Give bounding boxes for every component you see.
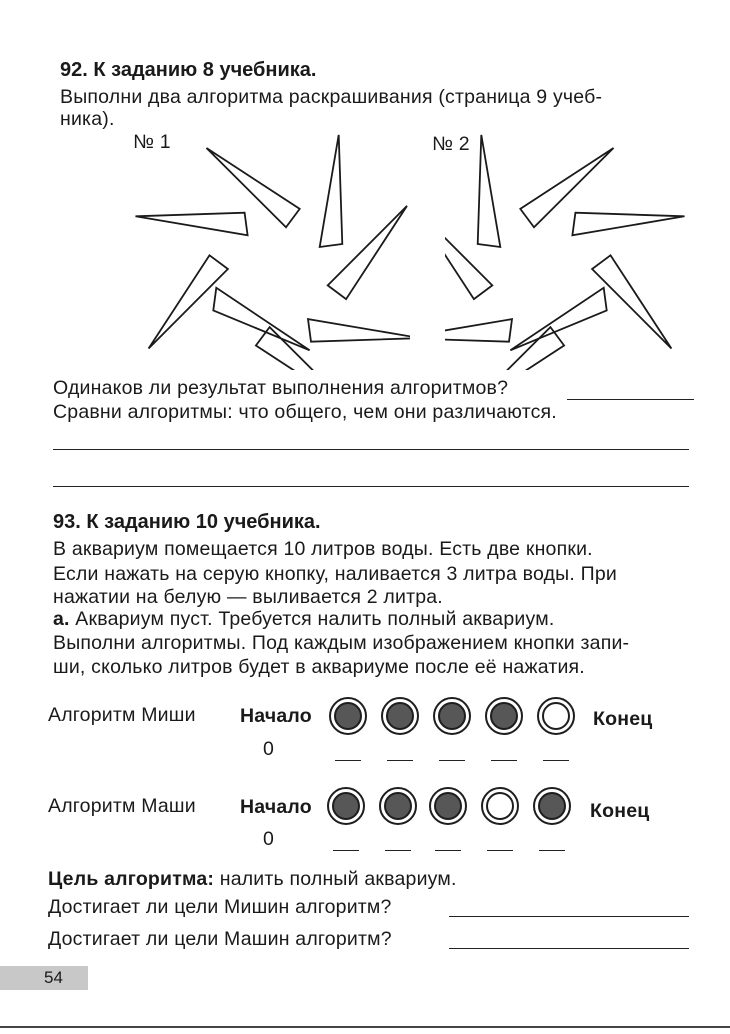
pinwheel-figure-1 [130, 115, 410, 370]
algorithm-masha-label: Алгоритм Маши [48, 795, 196, 817]
misha-answer-2[interactable] [387, 760, 413, 761]
answer-line-masha[interactable] [449, 948, 689, 949]
task93-heading [53, 510, 321, 535]
task92-question2: Сравни алгоритмы: что общего, чем они различаются. [53, 401, 557, 423]
pinwheel-2-triangle-1 [510, 288, 606, 351]
pinwheel-2-triangle-4 [520, 148, 613, 227]
pinwheel-2-triangles [445, 135, 685, 370]
part-a-label: а. [53, 608, 70, 630]
answer-line-same-result[interactable] [567, 399, 694, 400]
misha-answer-1[interactable] [335, 760, 361, 761]
pinwheel-1-triangle-3 [136, 213, 248, 236]
misha-answer-5[interactable] [543, 760, 569, 761]
task93-text-line2: Если нажать на серую кнопку, наливается 3 литра воды. При [53, 563, 617, 585]
task93-title: К заданию 10 учебника. [86, 511, 321, 533]
masha-button-4[interactable] [481, 787, 519, 825]
part-a-text: Аквариум пуст. Требуется налить полный аквариум. [75, 608, 555, 630]
figure2-label: № 2 [432, 133, 470, 155]
misha-answer-4[interactable] [491, 760, 517, 761]
task92-title: К заданию 8 учебника. [93, 59, 317, 81]
pinwheel-1-triangle-1 [213, 288, 309, 351]
task92-text-line2: ника). [60, 108, 115, 130]
question-masha: Достигает ли цели Машин алгоритм? [48, 928, 392, 950]
algorithm-misha-end: Конец [593, 708, 653, 730]
misha-button-3[interactable] [433, 697, 471, 735]
task92-question1: Одинаков ли результат выполнения алгоритмов? [53, 377, 509, 399]
masha-answer-3[interactable] [435, 850, 461, 851]
goal-statement [48, 867, 457, 892]
misha-answer-3[interactable] [439, 760, 465, 761]
masha-button-1[interactable] [327, 787, 365, 825]
masha-answer-5[interactable] [539, 850, 565, 851]
pinwheel-1-triangle-2 [149, 255, 228, 348]
task93-instruction-line2: ши, сколько литров будет в аквариуме после её нажатия. [53, 656, 585, 678]
pinwheel-1-triangle-7 [308, 319, 410, 342]
task92-heading [60, 58, 316, 83]
algorithm-misha-label: Алгоритм Миши [48, 704, 196, 726]
answer-line-misha[interactable] [449, 916, 689, 917]
goal-label: Цель алгоритма: [48, 868, 215, 890]
task93-text-line1: В аквариум помещается 10 литров воды. Есть две кнопки. [53, 538, 593, 560]
masha-answer-2[interactable] [385, 850, 411, 851]
masha-button-3[interactable] [429, 787, 467, 825]
masha-button-2[interactable] [379, 787, 417, 825]
pinwheel-2-triangle-7 [445, 319, 512, 342]
pinwheel-figure-2 [445, 115, 725, 370]
pinwheel-2-triangle-3 [572, 213, 684, 236]
answer-line-compare-2[interactable] [53, 486, 689, 487]
pinwheel-1-triangle-5 [320, 135, 343, 247]
misha-button-2[interactable] [381, 697, 419, 735]
question-misha: Достигает ли цели Мишин алгоритм? [48, 896, 392, 918]
figure1-label: № 1 [133, 131, 171, 153]
pinwheel-2-triangle-5 [478, 135, 501, 247]
misha-button-4[interactable] [485, 697, 523, 735]
task93-number: 93. [53, 511, 81, 533]
pinwheel-2-triangle-2 [592, 255, 671, 348]
pinwheel-2-triangle-6 [445, 206, 492, 299]
task92-number: 92. [60, 59, 88, 81]
task93-instruction-line1: Выполни алгоритмы. Под каждым изображением кнопки запи- [53, 632, 630, 654]
algorithm-misha-initial: 0 [263, 738, 275, 760]
task93-part-a [53, 607, 554, 632]
answer-line-compare-1[interactable] [53, 449, 689, 450]
masha-answer-1[interactable] [333, 850, 359, 851]
masha-answer-4[interactable] [487, 850, 513, 851]
task92-text-line1: Выполни два алгоритма раскрашивания (страница 9 учеб- [60, 86, 603, 108]
task93-text-line3: нажатии на белую — выливается 2 литра. [53, 586, 443, 608]
algorithm-masha-end: Конец [590, 800, 650, 822]
algorithm-masha-initial: 0 [263, 828, 275, 850]
pinwheel-1-triangles [136, 135, 411, 370]
misha-button-5[interactable] [537, 697, 575, 735]
pinwheel-1-triangle-4 [207, 148, 300, 227]
algorithm-masha-start: Начало [240, 796, 312, 818]
pinwheel-1-triangle-6 [328, 206, 407, 299]
algorithm-misha-start: Начало [240, 705, 312, 727]
misha-button-1[interactable] [329, 697, 367, 735]
bottom-rule [0, 1026, 730, 1028]
page-number: 54 [44, 968, 63, 987]
masha-button-5[interactable] [533, 787, 571, 825]
goal-text: налить полный аквариум. [219, 868, 457, 890]
